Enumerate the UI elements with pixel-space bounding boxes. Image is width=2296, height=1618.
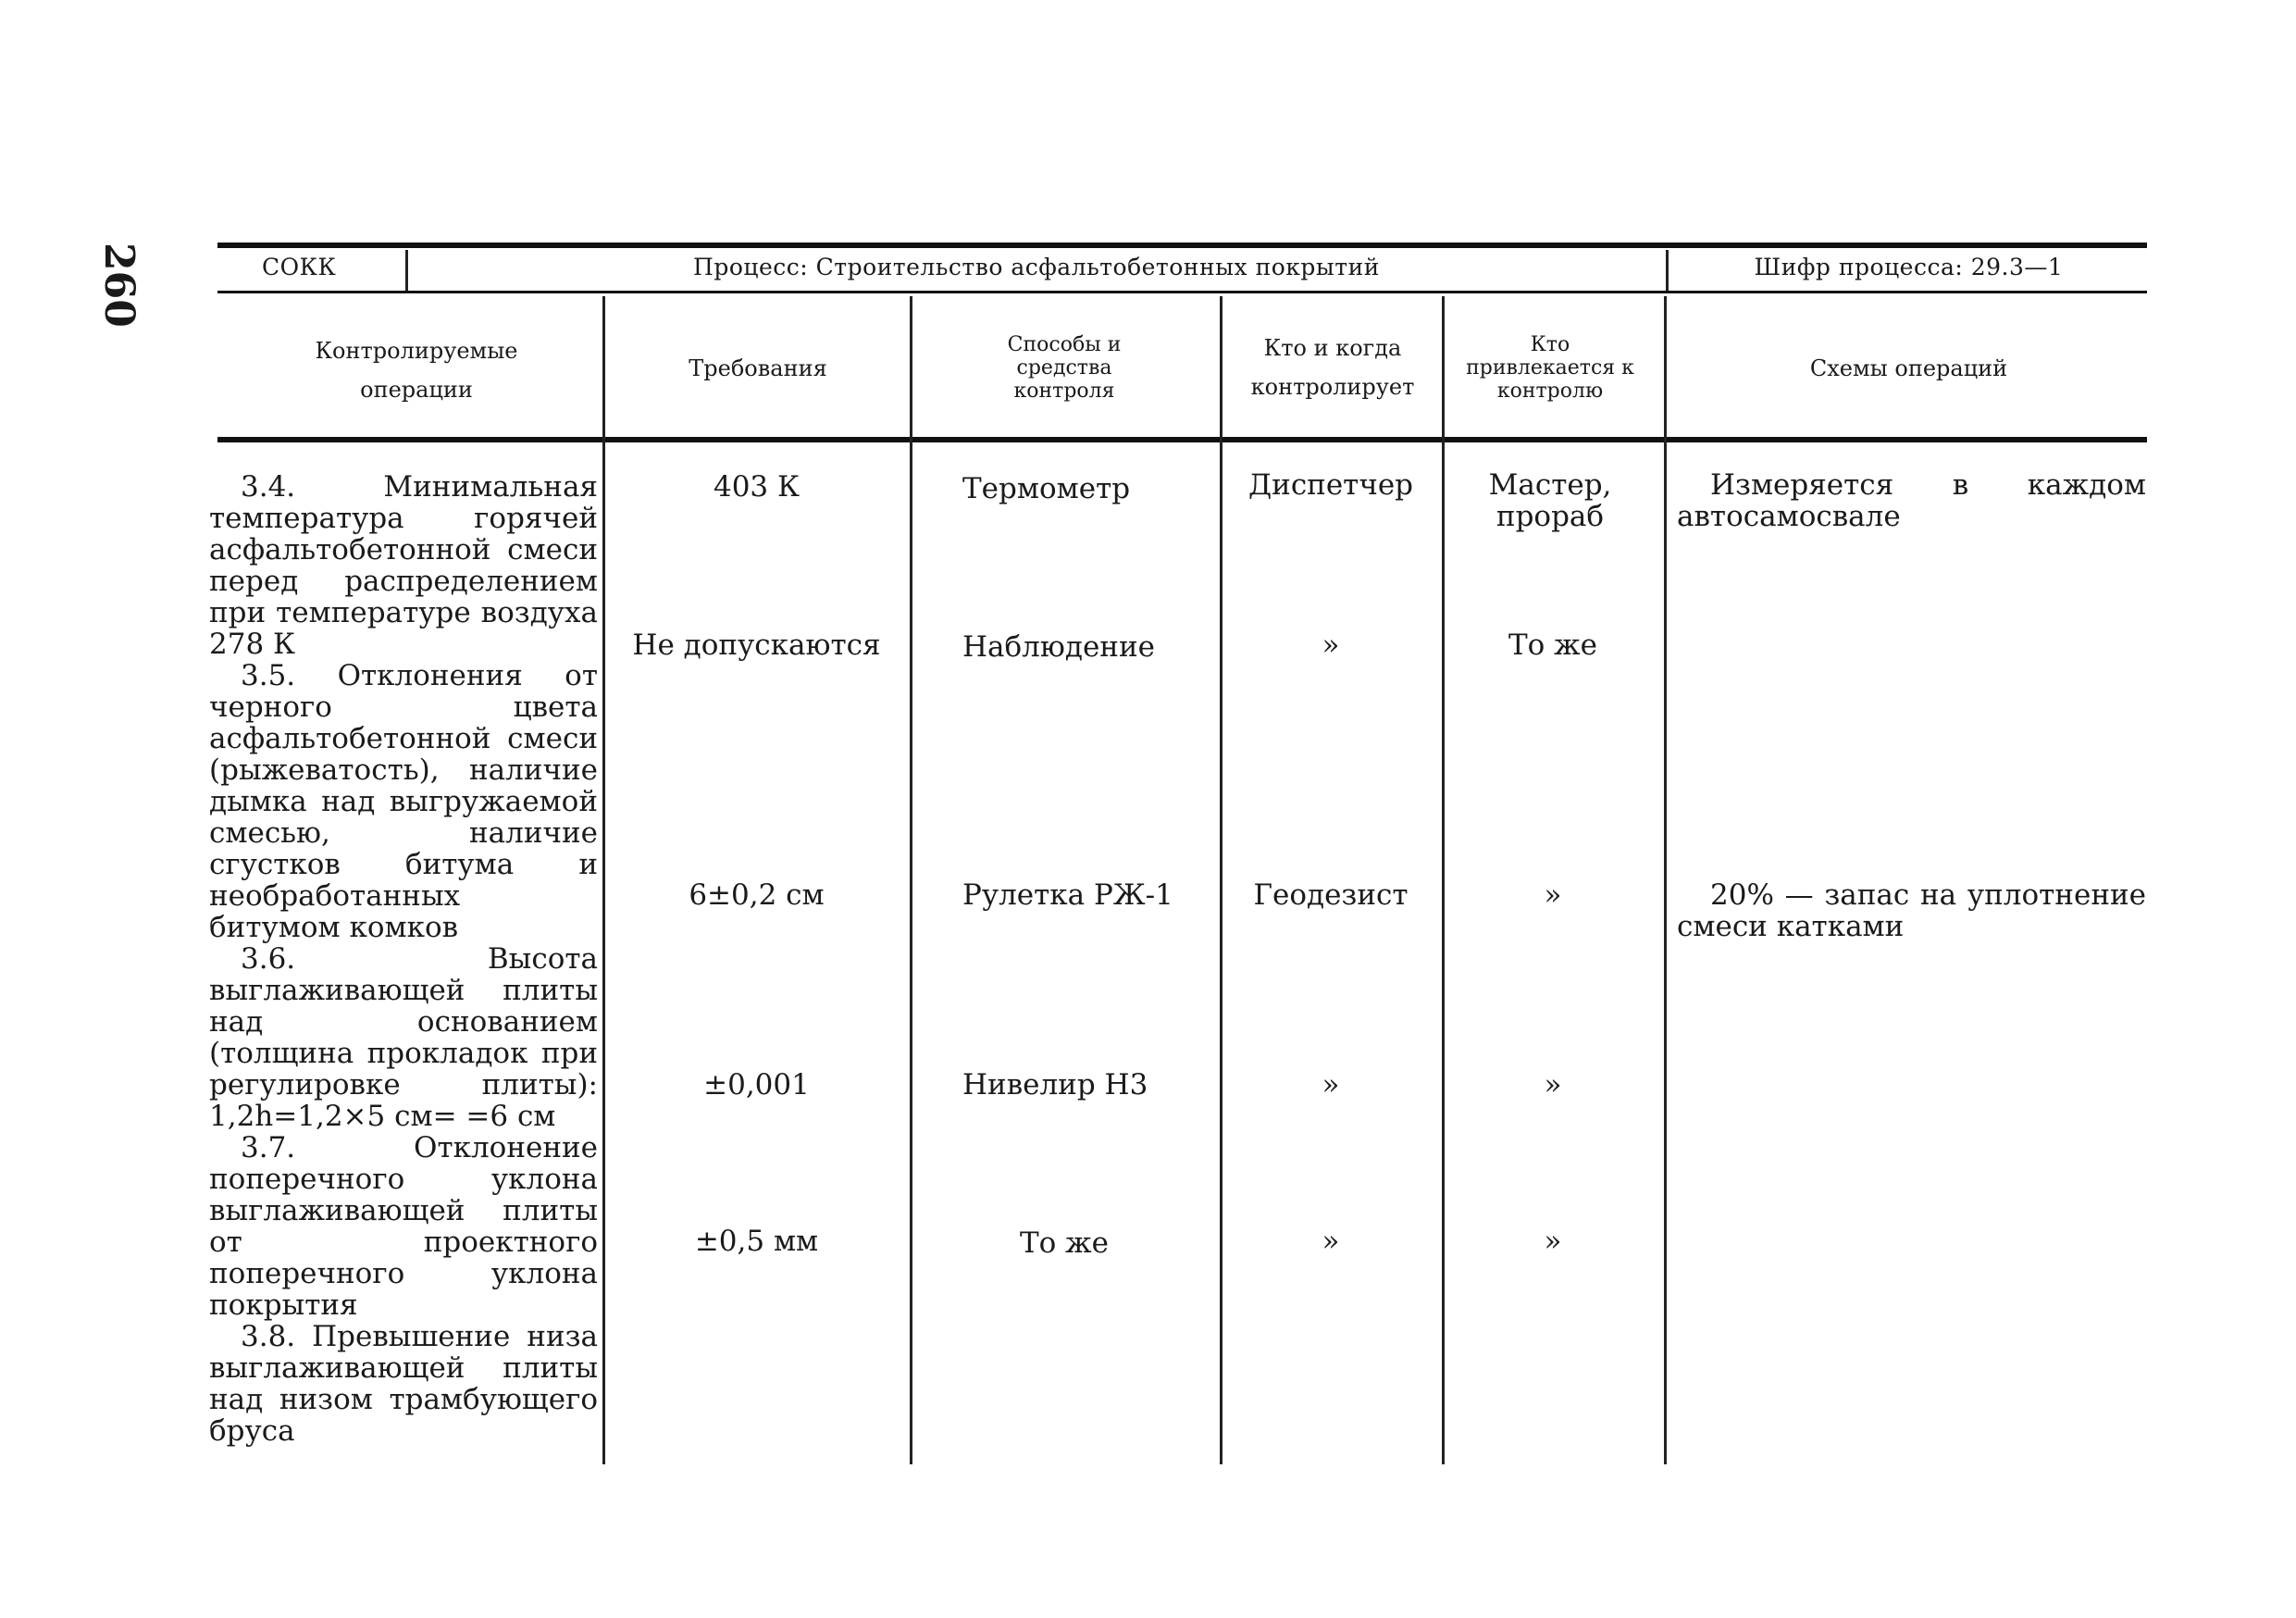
- method-3-8: То же: [1019, 1226, 1110, 1260]
- who-3-6: Геодезист: [1253, 878, 1409, 912]
- method-3-7: Нивелир Н3: [962, 1068, 1148, 1101]
- cipher-separator: [1666, 250, 1669, 291]
- scheme-3-4: Измеряется в каждом автосамосвале: [1677, 468, 2146, 533]
- involved-3-7: »: [1544, 1068, 1562, 1101]
- operations-column: [209, 471, 598, 1447]
- requirement-3-7: ±0,001: [703, 1068, 810, 1101]
- involved-3-5: То же: [1508, 629, 1598, 662]
- operation-3-8: 3.8. Превышение низа выглаживающей плиты над низом трамбующего бруса: [209, 1320, 598, 1448]
- col-line-1: [602, 296, 605, 1464]
- process-cipher: Шифр процесса: 29.3—1: [1754, 254, 2064, 280]
- col-header-schemes: Схемы операций: [1809, 355, 2008, 381]
- col-line-5: [1664, 296, 1667, 1464]
- col-header-requirements: Требования: [689, 355, 827, 381]
- operation-3-6: 3.6. Высота выглаживающей плиты над основанием (толщина прокладок при регулировке плиты): 1,2h=1,2×5 см= =6 см: [209, 942, 598, 1133]
- process-title: Процесс: Строительство асфальтобетонных покрытий: [693, 254, 1380, 280]
- who-3-4: Диспетчер: [1247, 468, 1414, 502]
- operation-3-4: 3.4. Минимальная температура горячей асфальтобетонной смеси перед распределением при температуре воздуха 278 К: [209, 470, 598, 661]
- col-header-involved: Кто привлекается к контролю: [1466, 333, 1634, 403]
- who-3-8: »: [1322, 1225, 1340, 1258]
- requirement-3-4: 403 К: [713, 470, 800, 504]
- col-line-2: [910, 296, 912, 1464]
- involved-3-4: Мастер, прораб: [1488, 468, 1612, 533]
- operation-3-7: 3.7. Отклонение поперечного уклона выглаживающей плиты от проектного поперечного уклона покрытия: [209, 1131, 598, 1322]
- col-line-3: [1220, 296, 1222, 1464]
- who-3-5: »: [1322, 629, 1340, 662]
- sokk-separator: [405, 250, 408, 291]
- col-header-operations: Контролируемые операции: [315, 338, 518, 403]
- operation-3-5: 3.5. Отклонения от черного цвета асфальтобетонной смеси (рыжеватость), наличие дымка над выгружаемой смесью, наличие сгустков битума и необработанных битумом комков: [209, 659, 598, 944]
- col-line-4: [1442, 296, 1445, 1464]
- who-3-7: »: [1322, 1068, 1340, 1101]
- sokk-label: СОКК: [262, 254, 337, 280]
- method-3-6: Рулетка РЖ-1: [962, 878, 1173, 912]
- requirement-3-8: ±0,5 мм: [694, 1225, 819, 1258]
- header-rule: [217, 291, 2147, 293]
- page-number: 260: [95, 243, 143, 328]
- top-rule: [217, 243, 2147, 248]
- col-header-who-when: Кто и когда контролирует: [1250, 335, 1415, 400]
- method-3-4: Термометр: [962, 472, 1131, 505]
- method-3-5: Наблюдение: [962, 630, 1155, 664]
- requirement-3-6: 6±0,2 см: [689, 878, 825, 912]
- col-header-methods: Способы и средства контроля: [1007, 333, 1122, 403]
- column-header-bottom-rule: [217, 437, 2147, 442]
- requirement-3-5: Не допускаются: [632, 629, 881, 662]
- involved-3-6: »: [1544, 878, 1562, 912]
- scheme-3-6: 20% — запас на уплотнение смеси катками: [1677, 878, 2146, 943]
- involved-3-8: »: [1544, 1225, 1562, 1258]
